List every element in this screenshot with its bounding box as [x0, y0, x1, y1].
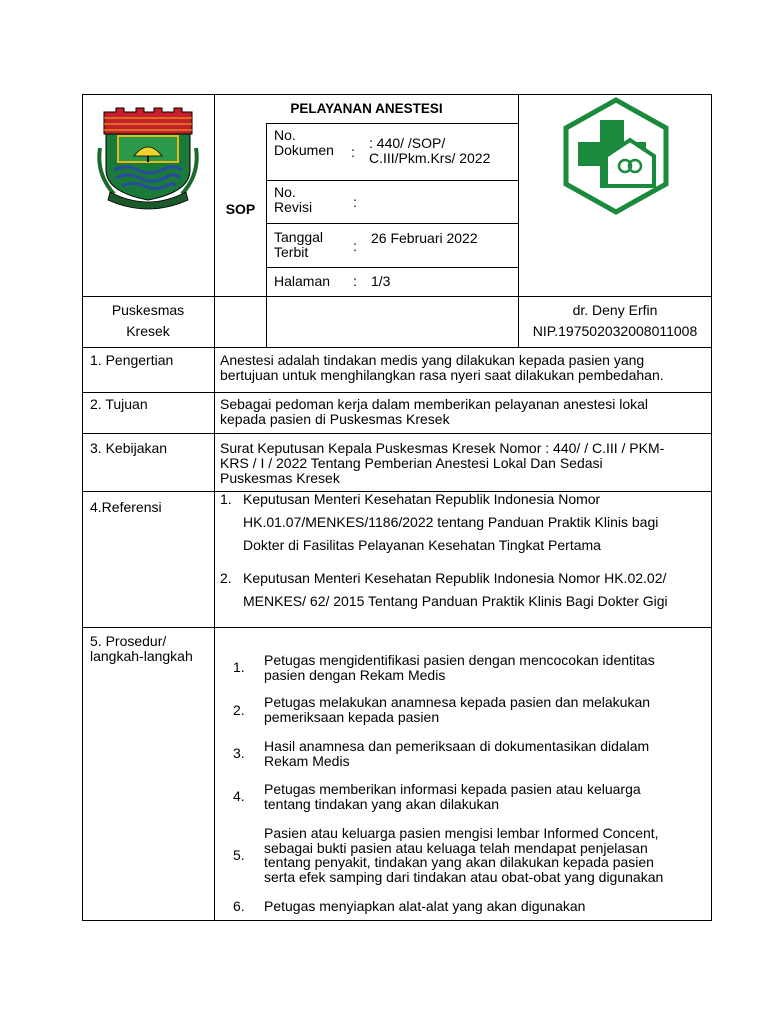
border-top [82, 94, 712, 95]
step-text: Pasien atau keluarga pasien mengisi lembar Informed Concent, sebagai bukti pasien atau keluaga telah mendapat penjelasan tentang penyakit, tindakan yang akan dilakukan kepada pasien serta efek samping dari tindakan atau obat-obat yang digunakan [264, 825, 664, 885]
section-label-prosedur: 5. Prosedur/ langkah-langkah [90, 633, 193, 664]
reference-line: Keputusan Menteri Kesehatan Republik Indonesia Nomor HK.02.02/ [243, 570, 667, 586]
divider [82, 296, 712, 297]
step-number: 6. [233, 898, 245, 914]
sop-label: SOP [225, 201, 256, 217]
field-colon: : [353, 273, 357, 289]
section-label-tujuan: 2. Tujuan [90, 396, 148, 412]
field-label-tanggal-terbit: Tanggal Terbit [274, 229, 324, 260]
section-label-pengertian: 1. Pengertian [90, 352, 174, 368]
reference-number: 2. [220, 570, 232, 586]
divider [266, 267, 518, 268]
field-colon: : [353, 194, 357, 210]
signer-name: dr. Deny Erfin [572, 302, 658, 318]
reference-line: Dokter di Fasilitas Pelayanan Kesehatan Tingkat Pertama [243, 537, 601, 553]
section-text-tujuan: Sebagai pedoman kerja dalam memberikan pelayanan anestesi lokal kepada pasien di Puskesmas Kresek [220, 396, 649, 427]
field-label-no-revisi: No. Revisi [274, 184, 313, 215]
document-title: PELAYANAN ANESTESI [290, 101, 443, 116]
step-text: Petugas memberikan informasi kepada pasien atau keluarga tentang tindakan yang akan dilakukan [264, 781, 641, 812]
divider [214, 94, 215, 347]
border-left [82, 94, 83, 921]
divider [266, 123, 267, 296]
reference-line: MENKES/ 62/ 2015 Tentang Panduan Praktik Klinis Bagi Dokter Gigi [243, 593, 668, 609]
field-label-halaman: Halaman [274, 273, 331, 289]
field-colon: : [353, 238, 357, 254]
step-text: Petugas melakukan anamnesa kepada pasien dan melakukan pemeriksaan kepada pasien [264, 694, 651, 725]
step-number: 4. [233, 788, 245, 804]
step-number: 1. [233, 659, 245, 675]
step-text: Hasil anamnesa dan pemeriksaan di dokumentasikan didalam Rekam Medis [264, 738, 650, 769]
reference-number: 1. [220, 491, 232, 507]
divider [82, 433, 712, 434]
sop-document [82, 94, 712, 921]
step-number: 2. [233, 702, 245, 718]
divider [266, 223, 518, 224]
org-name-line1: Puskesmas [111, 302, 185, 318]
divider [266, 296, 267, 347]
step-number: 5. [233, 847, 245, 863]
divider [266, 123, 518, 124]
org-name-line2: Kresek [126, 323, 170, 339]
field-value-no-dokumen: : 440/ /SOP/ C.III/Pkm.Krs/ 2022 [369, 135, 491, 166]
section-label-referensi: 4.Referensi [90, 499, 162, 515]
field-value-tanggal-terbit: 26 Februari 2022 [371, 230, 478, 246]
kabupaten-tangerang-emblem-icon [96, 104, 200, 210]
section-text-pengertian: Anestesi adalah tindakan medis yang dilakukan kepada pasien yang bertujuan untuk menghilangkan rasa nyeri saat dilakukan pembedahan. [220, 352, 664, 383]
reference-line: HK.01.07/MENKES/1186/2022 tentang Panduan Praktik Klinis bagi [243, 514, 659, 530]
border-bottom [82, 920, 712, 921]
step-text: Petugas mengidentifikasi pasien dengan mencocokan identitas pasien dengan Rekam Medis [264, 652, 655, 683]
reference-line: Keputusan Menteri Kesehatan Republik Indonesia Nomor [243, 491, 601, 507]
divider [82, 627, 712, 628]
field-colon: : [351, 144, 355, 160]
divider [266, 180, 518, 181]
field-value-halaman: 1/3 [371, 273, 391, 289]
signer-nip: NIP.197502032008011008 [532, 323, 698, 339]
step-number: 3. [233, 745, 245, 761]
section-label-kebijakan: 3. Kebijakan [90, 440, 168, 456]
section-text-kebijakan: Surat Keputusan Kepala Puskesmas Kresek Nomor : 440/ / C.III / PKM- KRS / I / 2022 Tentang Pemberian Anestesi Lokal Dan Sedasi Puskesmas Kresek [220, 440, 665, 486]
divider [82, 347, 712, 348]
step-text: Petugas menyiapkan alat-alat yang akan digunakan [264, 898, 586, 914]
border-right [711, 94, 712, 921]
puskesmas-logo-icon [560, 96, 672, 216]
divider [82, 392, 712, 393]
field-label-no-dokumen: No. Dokumen [274, 127, 334, 158]
